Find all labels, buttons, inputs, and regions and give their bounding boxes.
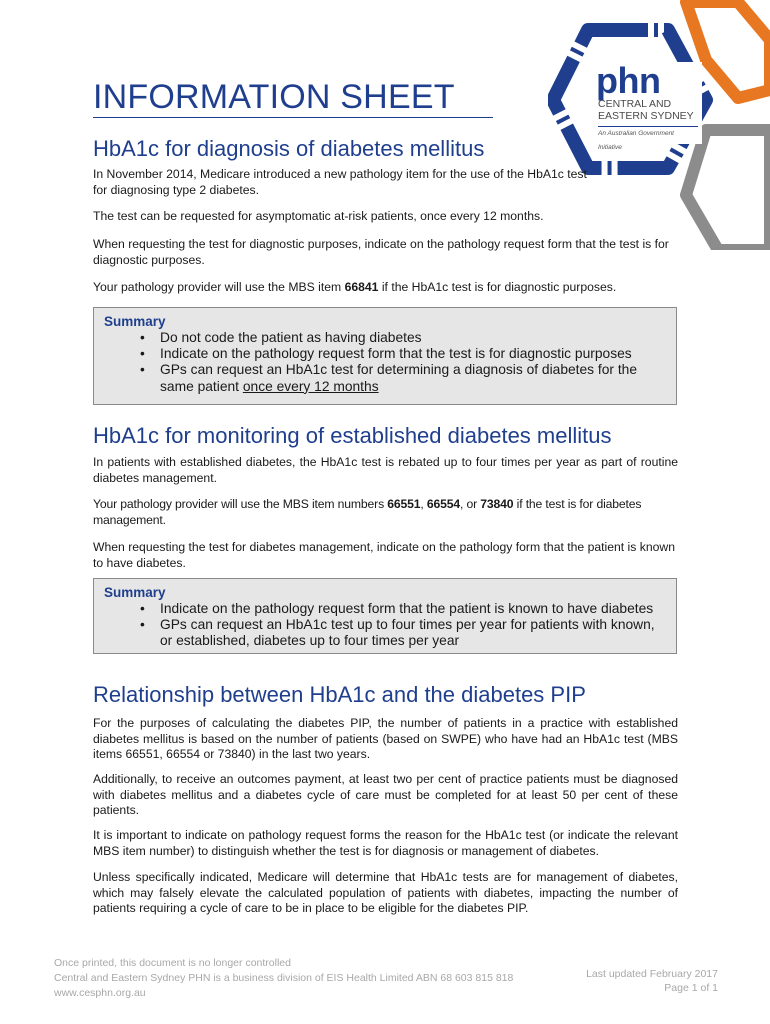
logo-wordmark	[596, 60, 698, 155]
section1-summary-box	[93, 307, 677, 405]
mbs-item-73840: 73840	[480, 497, 514, 511]
page-title: INFORMATION SHEET	[93, 78, 455, 116]
summary-item-text: GPs can request an HbA1c test for determining a diagnosis of diabetes for the same patient	[160, 362, 638, 394]
footer-left	[54, 956, 513, 1001]
logo-name: phn	[596, 60, 661, 101]
mbs-item-66551: 66551	[387, 497, 421, 511]
footer-website-link[interactable]: www.cesphn.org.au	[54, 987, 146, 999]
logo-line2: EASTERN SYDNEY	[598, 110, 694, 122]
section3-p3: It is important to indicate on pathology request forms the reason for the HbA1c test (or indicate the relevant MBS item number) to distinguish whether the test is for diagnosis or management of diabetes.	[93, 828, 678, 858]
section1-p3: When requesting the test for diagnostic purposes, indicate on the pathology request form that the test is for diagnostic purposes.	[93, 237, 669, 267]
section2-p2-sep: ,	[420, 497, 427, 511]
section1-p4-pre: Your pathology provider will use the MBS item	[93, 280, 345, 294]
section2-p3: When requesting the test for diabetes management, indicate on the pathology form that the patient is known to have diabetes.	[93, 540, 675, 570]
section2-p1: In patients with established diabetes, the HbA1c test is rebated up to four times per year as part of routine diabetes management.	[93, 455, 678, 485]
section2-summary-box	[93, 578, 677, 654]
section3-p2: Additionally, to receive an outcomes payment, at least two per cent of practice patients must be diagnosed with diabetes mellitus and a diabetes cycle of care must be completed for at least 50 per cent of these patients.	[93, 772, 678, 817]
section2-heading: HbA1c for monitoring of established diabetes mellitus	[93, 423, 612, 448]
section1-p4-post: if the HbA1c test is for diagnostic purposes.	[378, 280, 617, 294]
summary-list	[104, 601, 666, 650]
summary-title: Summary	[104, 585, 166, 600]
section1-p1: In November 2014, Medicare introduced a new pathology item for the use of the HbA1c test for diagnosing type 2 diabetes.	[93, 167, 587, 197]
grey-hexagon	[686, 130, 770, 250]
section2-p2-pre: Your pathology provider will use the MBS item numbers	[93, 497, 388, 511]
summary-list	[104, 330, 666, 395]
section1-p2: The test can be requested for asymptomatic at-risk patients, once every 12 months.	[93, 209, 544, 223]
section2-p2-sep: , or	[460, 497, 481, 511]
section1-heading: HbA1c for diagnosis of diabetes mellitus	[93, 136, 485, 161]
section2-p2	[93, 497, 678, 528]
summary-item	[140, 362, 666, 394]
logo-tagline: An Australian Government Initiative	[598, 126, 698, 155]
summary-title: Summary	[104, 314, 166, 329]
logo-line1: CENTRAL AND	[598, 98, 672, 110]
title-rule	[93, 117, 493, 118]
footer-org: Central and Eastern Sydney PHN is a business division of EIS Health Limited ABN 68 603 815 818	[54, 972, 514, 984]
summary-item: • Indicate on the pathology request form that the patient is known to have diabetes	[140, 601, 666, 617]
summary-item: • GPs can request an HbA1c test up to four times per year for patients with known, or established, diabetes up to four times per year	[140, 617, 666, 649]
page-number: Page 1 of 1	[664, 982, 718, 994]
mbs-item-66554: 66554	[426, 497, 461, 511]
summary-item: • Do not code the patient as having diabetes	[140, 330, 666, 346]
section2-p2-post: if the test is for diabetes management.	[93, 497, 642, 527]
section3-p1: For the purposes of calculating the diabetes PIP, the number of patients in a practice with established diabetes mellitus is based on the number of patients (based on SWPE) who have had an HbA1c test (MBS items 66551, 66554 or 73840) in the last two years.	[93, 716, 678, 761]
last-updated: Last updated February 2017	[586, 968, 718, 980]
section3-p4: Unless specifically indicated, Medicare will determine that HbA1c tests are for management of diabetes, which may falsely elevate the calculated population of patients with diabetes, impacting the number of patients requiring a cycle of care to be in place to be eligible for the diabetes PIP.	[93, 870, 678, 915]
summary-item-underlined: once every 12 months	[242, 378, 379, 394]
footer-right	[586, 967, 718, 995]
footer-control-note: Once printed, this document is no longer controlled	[54, 957, 291, 969]
summary-item: • Indicate on the pathology request form that the test is for diagnostic purposes	[140, 346, 666, 362]
mbs-item-66841: 66841	[344, 280, 379, 294]
section1-p4	[93, 280, 678, 296]
section3-heading: Relationship between HbA1c and the diabetes PIP	[93, 682, 586, 707]
